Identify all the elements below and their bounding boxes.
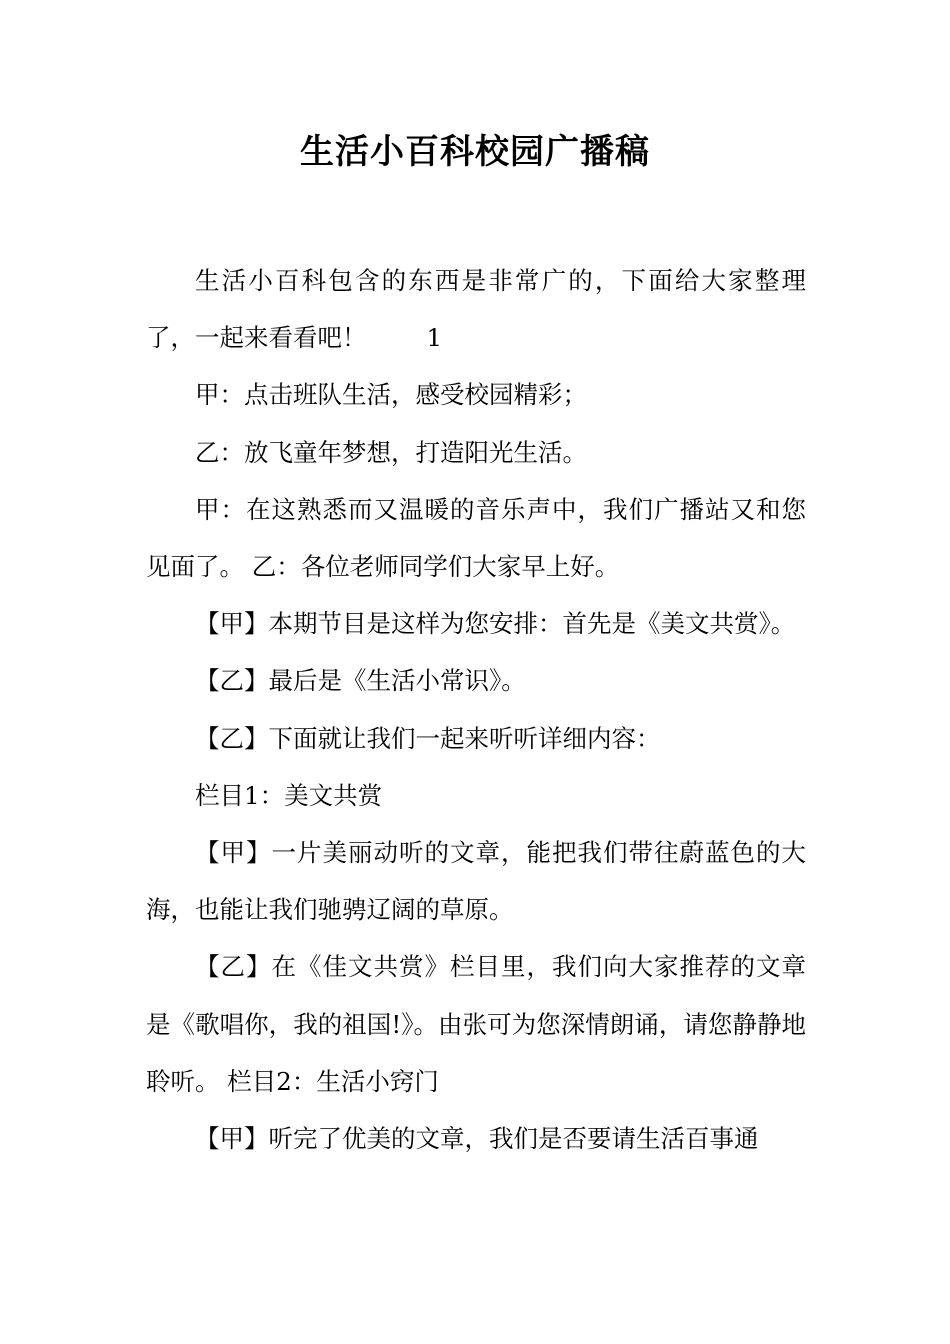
intro-marker: 1 xyxy=(426,323,443,353)
paragraph: 乙：放飞童年梦想，打造阳光生活。 xyxy=(195,437,587,467)
section-heading: 栏目1：美文共赏 xyxy=(195,780,383,810)
document-title: 生活小百科校园广播稿 xyxy=(300,132,650,172)
paragraph: 【乙】下面就让我们一起来听听详细内容： xyxy=(195,723,661,753)
paragraph: 【乙】在《佳文共赏》栏目里，我们向大家推荐的文章是《歌唱你，我的祖国!》。由张可为您深情朗诵，请您静静地聆听。 栏目2：生活小窍门 xyxy=(146,952,806,1096)
document-body xyxy=(146,252,806,1167)
paragraph-intro xyxy=(146,252,806,366)
paragraph: 甲：点击班队生活，感受校园精彩； xyxy=(195,380,587,410)
paragraph: 【甲】本期节目是这样为您安排：首先是《美文共赏》。 xyxy=(195,609,796,639)
paragraph: 【乙】最后是《生活小常识》。 xyxy=(195,666,526,696)
paragraph: 甲：在这熟悉而又温暖的音乐声中，我们广播站又和您见面了。 乙：各位老师同学们大家早上好。 xyxy=(146,494,806,582)
intro-text: 生活小百科包含的东西是非常广的，下面给大家整理了，一起来看看吧！ xyxy=(146,266,806,353)
paragraph: 【甲】一片美丽动听的文章，能把我们带往蔚蓝色的大海，也能让我们驰骋辽阔的草原。 xyxy=(146,838,806,925)
paragraph: 【甲】听完了优美的文章，我们是否要请生活百事通 xyxy=(195,1124,759,1154)
